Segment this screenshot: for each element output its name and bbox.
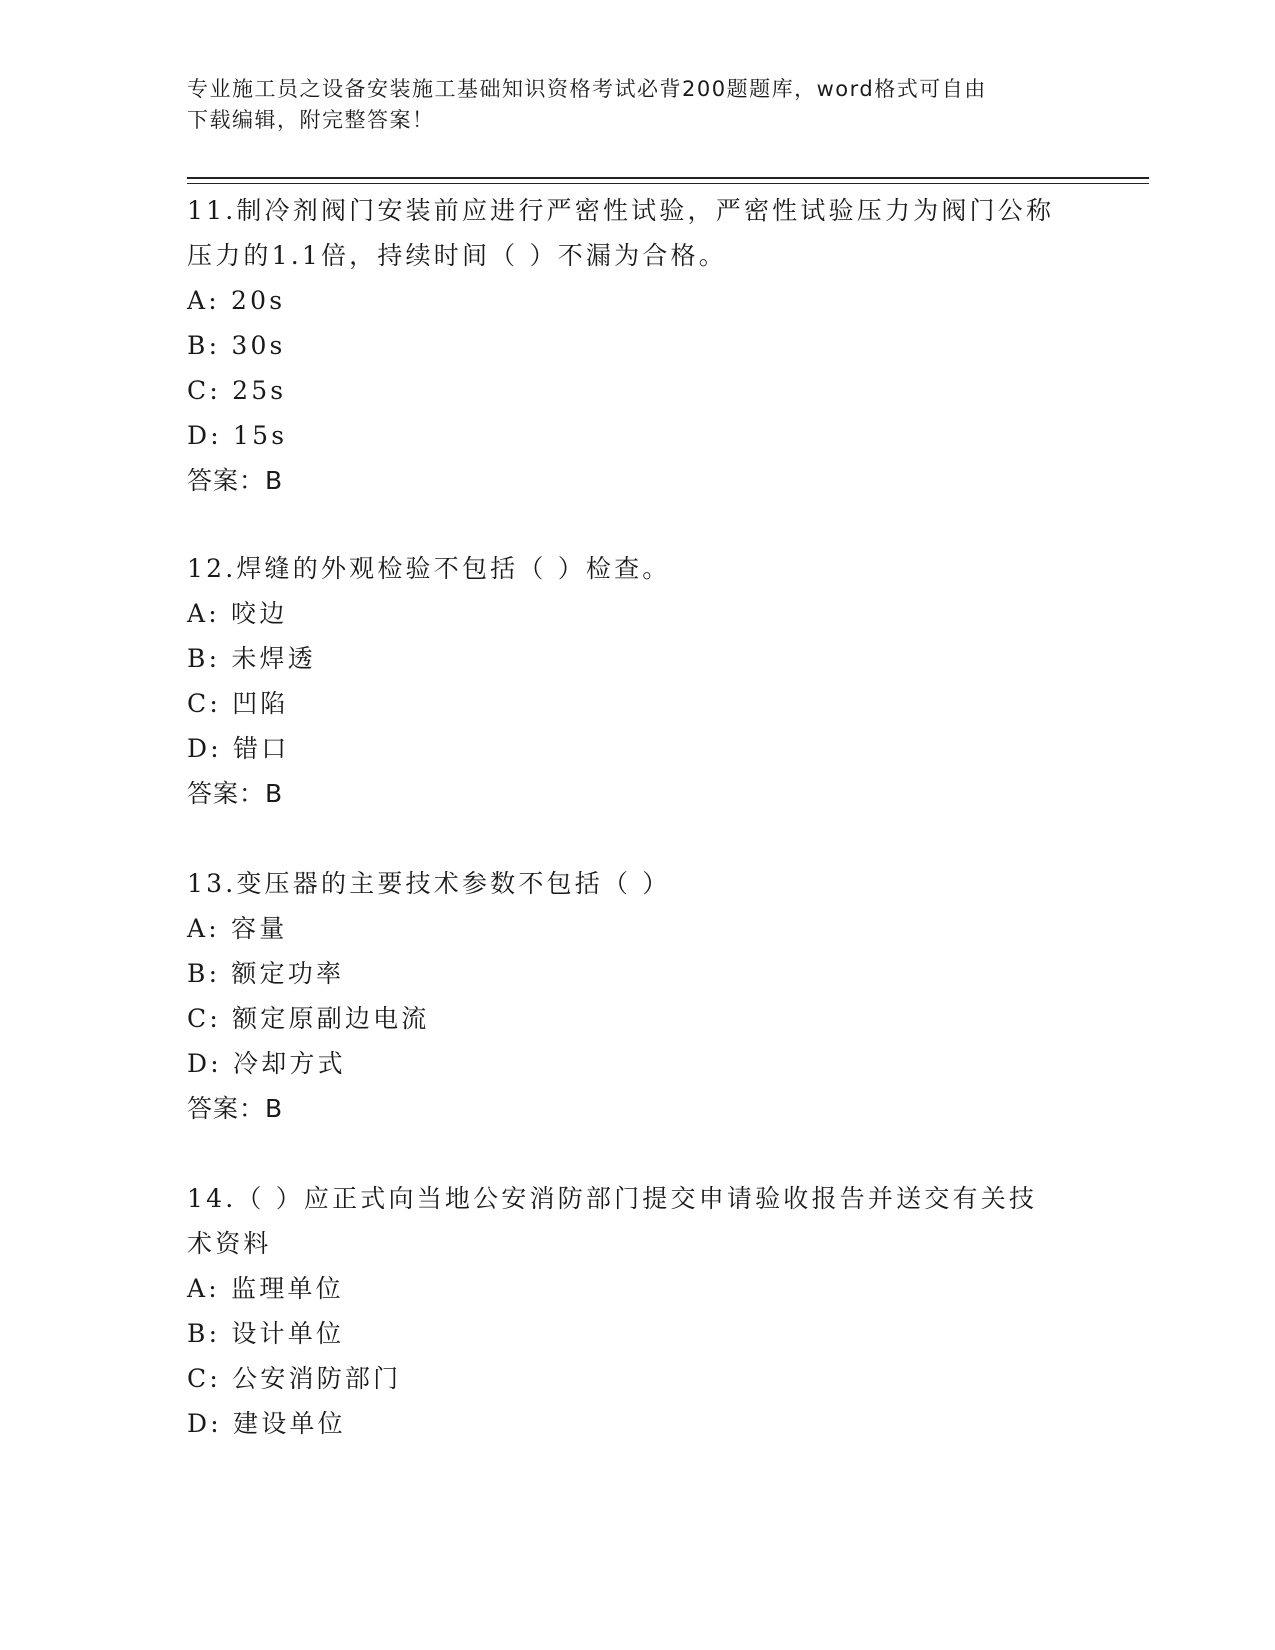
header-line-2: 下载编辑，附完整答案！	[187, 108, 435, 132]
question-stem: 13.变压器的主要技术参数不包括（ ）	[187, 869, 671, 898]
option-c: C: 25s	[187, 376, 287, 405]
header-divider-thin	[187, 183, 1149, 184]
option-c: C: 公安消防部门	[187, 1364, 402, 1393]
header-divider-thick	[187, 177, 1149, 179]
question-stem: 14.（ ）应正式向当地公安消防部门提交申请验收报告并送交有关技	[187, 1184, 1038, 1213]
question-stem-continued: 术资料	[187, 1229, 272, 1258]
option-b: B: 未焊透	[187, 644, 316, 673]
option-d: D: 建设单位	[187, 1409, 346, 1438]
question-11	[187, 188, 1087, 503]
answer: 答案：B	[187, 466, 284, 495]
option-b: B: 额定功率	[187, 959, 345, 988]
option-d: D: 错口	[187, 734, 290, 763]
question-14	[187, 1176, 1087, 1446]
question-13	[187, 861, 1087, 1131]
question-12	[187, 546, 1087, 816]
option-a: A: 20s	[187, 286, 286, 315]
option-a: A: 监理单位	[187, 1274, 344, 1303]
option-b: B: 30s	[187, 331, 286, 360]
answer: 答案：B	[187, 1094, 284, 1123]
question-stem: 11.制冷剂阀门安装前应进行严密性试验，严密性试验压力为阀门公称	[187, 196, 1055, 225]
header-line-1: 专业施工员之设备安装施工基础知识资格考试必背200题题库，word格式可自由	[187, 77, 987, 101]
question-stem-continued: 压力的1.1倍，持续时间（ ）不漏为合格。	[187, 241, 727, 270]
option-a: A: 容量	[187, 914, 288, 943]
answer: 答案：B	[187, 779, 284, 808]
option-a: A: 咬边	[187, 599, 288, 628]
option-c: C: 凹陷	[187, 689, 289, 718]
option-c: C: 额定原副边电流	[187, 1004, 430, 1033]
document-header	[187, 74, 1067, 136]
option-b: B: 设计单位	[187, 1319, 345, 1348]
question-stem: 12.焊缝的外观检验不包括（ ）检查。	[187, 554, 671, 583]
option-d: D: 15s	[187, 421, 288, 450]
option-d: D: 冷却方式	[187, 1049, 346, 1078]
